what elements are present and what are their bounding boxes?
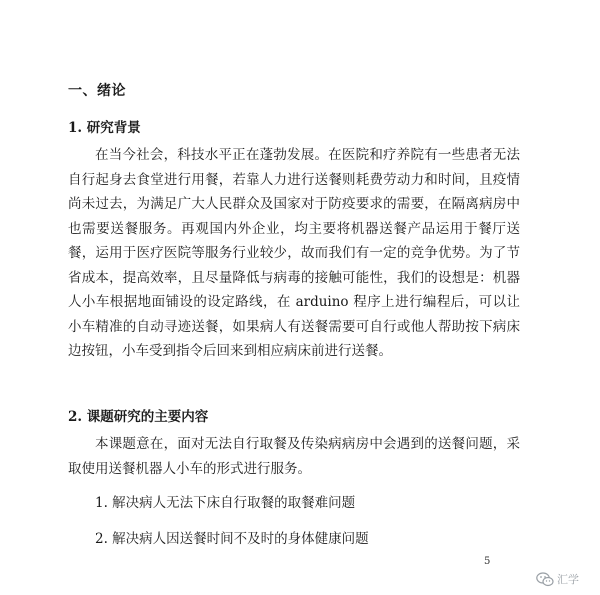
watermark-text: 汇学 [557,573,579,586]
watermark [536,571,579,587]
wechat-icon [536,572,554,587]
page-number: 5 [484,556,491,567]
section-heading-main-content: 2. 课题研究的主要内容 [68,409,209,425]
list-item: 2. 解决病人因送餐时间不及时的身体健康问题 [95,531,369,547]
list-item: 1. 解决病人无法下床自行取餐的取餐难问题 [95,495,356,511]
main-content-paragraph: 本课题意在，面对无法自行取餐及传染病病房中会遇到的送餐问题，采取使用送餐机器人小车的形式进行服务。 [68,436,520,477]
chapter-title: 一、绪论 [68,83,126,99]
section-heading-background: 1. 研究背景 [68,120,141,136]
background-paragraph: 在当今社会，科技水平正在蓬勃发展。在医院和疗养院有一些患者无法自行起身去食堂进行用餐，若靠人力进行送餐则耗费劳动力和时间，且疫情尚未过去，为满足广大人民群众及国家对于防疫要求的需要，在隔离病房中也需要送餐服务。再观国内外企业，均主要将机器送餐产品运用于餐厅送餐，运用于医疗医院等服务行业较少，故而我们有一定的竞争优势。为了节省成本，提高效率，且尽量降低与病毒的接触可能性，我们的设想是：机器人小车根据地面铺设的设定路线，在 arduino 程序上进行编程后，可以让小车精准的自动寻迹送餐，如果病人有送餐需要可自行或他人帮助按下病床边按钮，小车受到指令后回来到相应病床前进行送餐。 [68,147,520,359]
